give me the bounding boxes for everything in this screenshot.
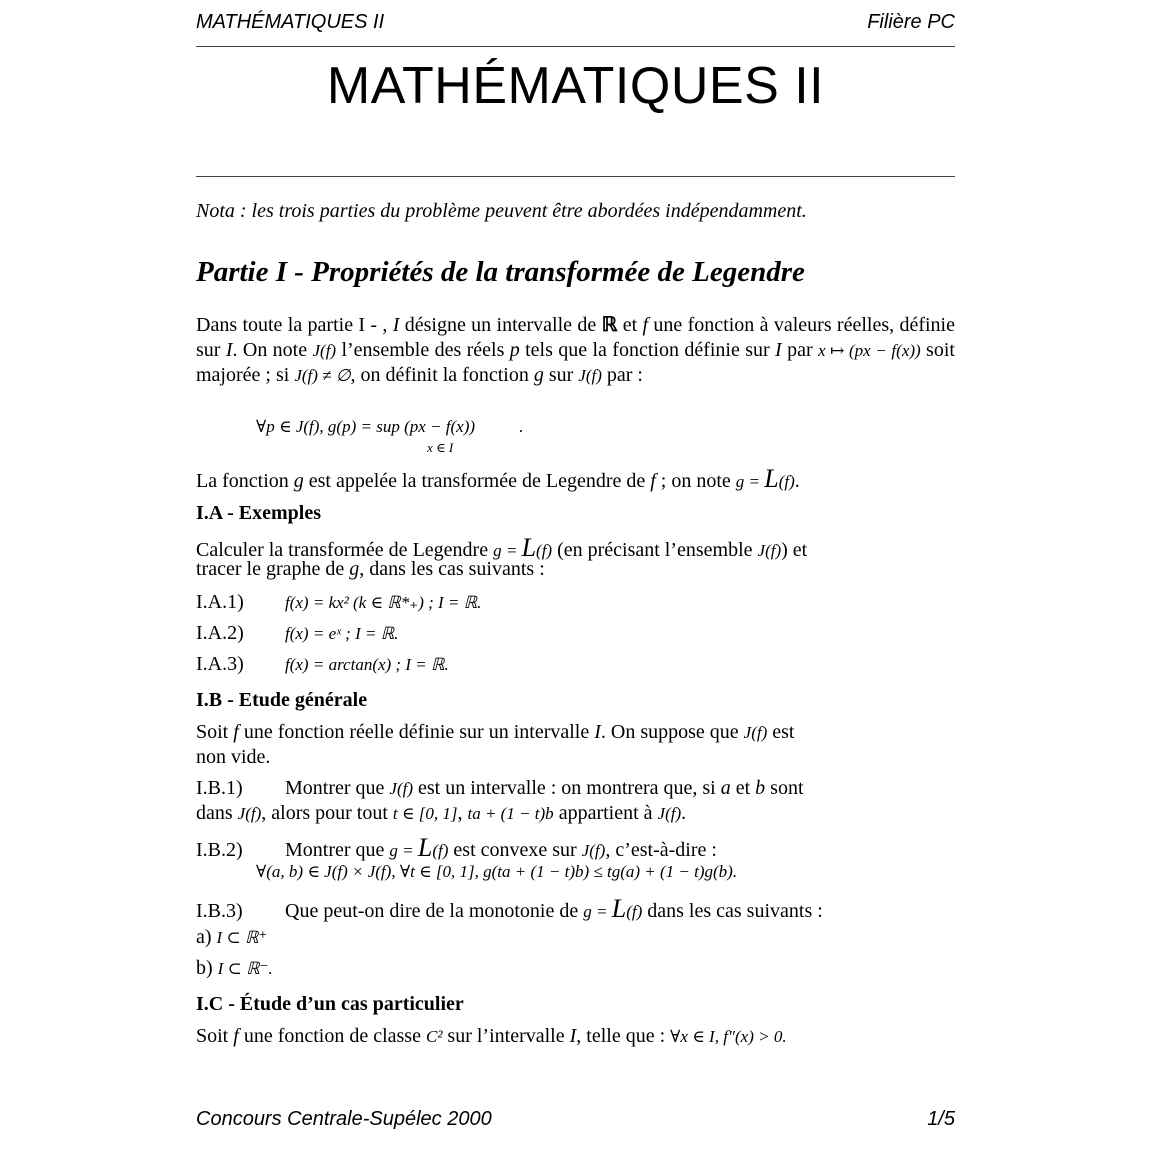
math-g-eq: g = (735, 472, 765, 491)
math-p: p (509, 339, 520, 361)
formula-dot: . (519, 417, 524, 436)
text: . (794, 470, 800, 492)
math-Lf: (f) (536, 541, 553, 560)
math-J-nonempty: J(f) ≠ ∅ (294, 366, 351, 385)
item-formula: f(x) = arctan(x) ; I = ℝ. (285, 655, 449, 674)
math-f: f (233, 1025, 239, 1047)
case-label: b) (196, 957, 213, 979)
text: sont (765, 777, 804, 799)
item-label: I.A.3) (196, 653, 244, 675)
text: Montrer que (285, 777, 390, 799)
math-combination: ta + (1 − t)b (467, 804, 554, 823)
intro-text: . On note (232, 339, 313, 361)
intro-text: une fonction à valeurs réelles, définie sur (196, 314, 955, 361)
case-formula: I ⊂ ℝ⁺ (216, 928, 268, 947)
math-Jf: J(f) (743, 723, 768, 742)
math-b: b (755, 777, 766, 799)
math-f: f (233, 721, 239, 743)
math-I: I (775, 339, 782, 361)
text: ; on note (655, 470, 736, 492)
question-label: I.B.1) (196, 777, 243, 799)
text: Soit (196, 721, 234, 743)
IA-item-3 (196, 653, 449, 676)
text: , alors pour tout (261, 802, 393, 824)
part1-intro (196, 313, 955, 388)
text: une fonction de classe (238, 1025, 426, 1047)
text: Que peut-on dire de la monotonie de (285, 900, 584, 922)
math-Jf: J(f) (237, 804, 262, 823)
math-g: g (293, 470, 304, 492)
math-g-eq: g = (583, 902, 612, 921)
item-formula: f(x) = eˣ ; I = ℝ. (285, 624, 399, 643)
math-map: x ↦ (px − f(x)) (817, 341, 921, 360)
intro-text: Dans toute la partie I - , (196, 314, 393, 336)
section-IB-title: I.B - Etude générale (196, 689, 368, 711)
case-label: a) (196, 926, 212, 948)
IB3-case-a (196, 926, 267, 949)
math-f: f (642, 314, 649, 336)
footer-page-number: 1/5 (927, 1108, 955, 1130)
text: , telle que : (576, 1025, 671, 1047)
math-Jf: J(f) (757, 541, 782, 560)
footer-contest: Concours Centrale-Supélec 2000 (196, 1108, 492, 1130)
IB1-line2 (196, 802, 686, 825)
intro-text: par (781, 339, 818, 361)
question-label: I.B.2) (196, 839, 243, 861)
text: tracer le graphe de (196, 558, 350, 580)
math-f: f (650, 470, 656, 492)
text: ) et (781, 539, 808, 561)
math-L: L (417, 833, 433, 862)
IB2-line1 (196, 833, 717, 863)
formula-main: ∀p ∈ J(f), g(p) = sup (px − f(x)) (256, 417, 476, 436)
text: . (681, 802, 687, 824)
math-L: L (521, 533, 537, 562)
math-positive-second-derivative: ∀x ∈ I, f″(x) > 0. (670, 1027, 787, 1046)
text: et (730, 777, 756, 799)
section-IC-title: I.C - Étude d’un cas particulier (196, 993, 464, 1015)
formula-subscript: x ∈ I (427, 440, 454, 455)
math-g-eq: g = (389, 841, 418, 860)
text: La fonction (196, 470, 294, 492)
math-C2: C² (425, 1027, 443, 1046)
intro-text: sur (543, 364, 579, 386)
item-formula: f(x) = kx² (k ∈ ℝ*₊) ; I = ℝ. (285, 593, 482, 612)
IA-item-1 (196, 591, 481, 614)
IB1-line1 (196, 777, 804, 800)
IB-intro-line1 (196, 721, 955, 744)
intro-text: soit majorée ; si (196, 339, 955, 386)
page-header (196, 11, 955, 37)
text: Calculer la transformée de Legendre (196, 539, 494, 561)
text: dans les cas suivants : (642, 900, 823, 922)
case-formula: I ⊂ ℝ⁻. (217, 959, 273, 978)
intro-text: et (617, 314, 643, 336)
math-Jf: J(f) (312, 341, 337, 360)
item-label: I.A.2) (196, 622, 244, 644)
text: une fonction réelle définie sur un intervalle (238, 721, 595, 743)
header-rule (196, 46, 955, 47)
intro-text: , on définit la fonction (350, 364, 534, 386)
math-t-interval: t ∈ [0, 1] (392, 804, 458, 823)
math-a: a (720, 777, 731, 799)
math-L: L (611, 894, 627, 923)
math-I: I (594, 721, 601, 743)
IA-item-2 (196, 622, 398, 645)
text: est (767, 721, 795, 743)
math-g: g (533, 364, 544, 386)
text: sur l’intervalle (442, 1025, 570, 1047)
item-label: I.A.1) (196, 591, 244, 613)
math-reals: ℝ (601, 314, 618, 336)
math-Lf: (f) (432, 841, 449, 860)
intro-text: désigne un intervalle de (399, 314, 602, 336)
math-L: L (764, 464, 779, 493)
text: est appelée la transformée de Legendre de (303, 470, 651, 492)
intro-text: l’ensemble des réels (336, 339, 510, 361)
header-subject: MATHÉMATIQUES II (196, 11, 385, 33)
section-IA-title: I.A - Exemples (196, 502, 321, 524)
text: (en précisant l’ensemble (552, 539, 758, 561)
legendre-definition (196, 464, 800, 494)
IB3-line1 (196, 894, 823, 924)
nota-text: Nota : les trois parties du problème peuvent être abordées indépendamment. (196, 200, 807, 222)
math-Lf: (f) (626, 902, 643, 921)
document-page (196, 0, 955, 1152)
math-Jf: J(f) (578, 366, 602, 385)
math-Jf: J(f) (581, 841, 606, 860)
header-track: Filière PC (867, 11, 955, 33)
IA-intro-line2 (196, 558, 545, 581)
math-I: I (392, 314, 400, 336)
math-Jf: J(f) (389, 779, 414, 798)
part1-title: Partie I - Propriétés de la transformée de Legendre (196, 256, 805, 288)
text: appartient à (553, 802, 658, 824)
main-title: MATHÉMATIQUES II (326, 57, 825, 115)
IB3-case-b (196, 957, 273, 980)
intro-text: tels que la fonction définie sur (519, 339, 776, 361)
math-g-eq: g = (493, 541, 522, 560)
legendre-formula (256, 417, 524, 437)
title-rule (196, 176, 955, 177)
intro-text: par : (601, 364, 643, 386)
question-label: I.B.3) (196, 900, 243, 922)
IB-intro-line2: non vide. (196, 746, 271, 768)
text: Montrer que (285, 839, 390, 861)
text: . On suppose que (600, 721, 744, 743)
text: , dans les cas suivants : (359, 558, 545, 580)
text: est convexe sur (448, 839, 582, 861)
IC-intro (196, 1025, 787, 1048)
text: , (457, 802, 468, 824)
text: est un intervalle : on montrera que, si (413, 777, 721, 799)
math-I: I (225, 339, 233, 361)
text: Soit (196, 1025, 234, 1047)
math-Lf: (f) (778, 472, 795, 491)
math-Jf: J(f) (657, 804, 682, 823)
convexity-formula: ∀(a, b) ∈ J(f) × J(f), ∀t ∈ [0, 1], g(ta + (1 − t)b) ≤ tg(a) + (1 − t)g(b). (256, 862, 738, 881)
math-g: g (349, 558, 360, 580)
text: dans (196, 802, 238, 824)
text: , c’est-à-dire : (605, 839, 717, 861)
math-I: I (569, 1025, 577, 1047)
